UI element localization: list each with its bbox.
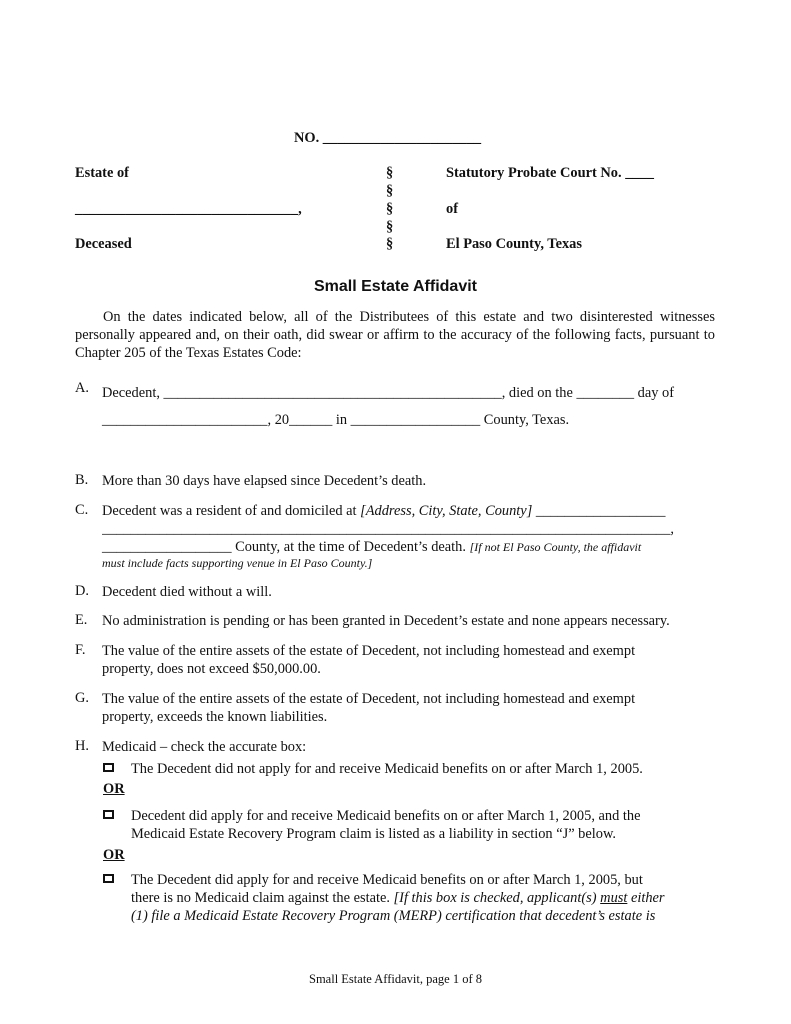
month-blank: _______________________ — [102, 412, 268, 428]
case-number-blank: ______________________ — [322, 130, 482, 146]
section-mark: § — [386, 236, 394, 252]
or-separator: OR — [103, 781, 125, 797]
item-f-text: property, does not exceed $50,000.00. — [102, 661, 321, 677]
medicaid-option-3 — [131, 871, 716, 925]
medicaid-option-2-text: Decedent did apply for and receive Medicaid benefits on or after March 1, 2005, and the — [131, 808, 641, 824]
item-c-text: Decedent was a resident of and domiciled at — [102, 503, 361, 519]
merp-instruction: [If this box is checked, applicant(s) — [393, 890, 601, 906]
merp-instruction: either — [627, 890, 665, 906]
case-number — [294, 130, 481, 147]
item-g-text: The value of the entire assets of the estate of Decedent, not including homestead and exempt — [102, 691, 636, 707]
item-letter: E. — [75, 612, 88, 628]
of-label: of — [446, 201, 458, 217]
section-mark: § — [386, 165, 394, 181]
item-letter: B. — [75, 472, 89, 488]
domicile-county-blank: __________________ — [102, 539, 232, 555]
item-a-text: Decedent, — [102, 385, 164, 401]
page-footer: Small Estate Affidavit, page 1 of 8 — [309, 972, 482, 986]
item-g-text: property, exceeds the known liabilities. — [102, 709, 328, 725]
address-blank: __________________ — [532, 503, 666, 519]
medicaid-option-1: The Decedent did not apply for and receive Medicaid benefits on or after March 1, 2005. — [131, 761, 643, 777]
deceased-label: Deceased — [75, 236, 132, 252]
item-a — [102, 380, 716, 434]
venue-note: [If not El Paso County, the affidavit — [469, 540, 642, 554]
court-label: Statutory Probate Court No. ____ — [446, 165, 654, 181]
section-mark: § — [386, 219, 394, 235]
item-b-text: More than 30 days have elapsed since Decedent’s death. — [102, 473, 427, 489]
decedent-blank: _______________________________________________ — [163, 385, 502, 401]
item-c — [102, 502, 716, 570]
address-blank-2: _______________________________________________________________________________, — [102, 521, 675, 537]
medicaid-checkbox-3[interactable] — [103, 874, 114, 883]
year-blank: ______ — [289, 412, 333, 428]
item-letter: G. — [75, 690, 89, 706]
item-letter: D. — [75, 583, 89, 599]
day-blank: ________ — [576, 385, 635, 401]
item-f-text: The value of the entire assets of the estate of Decedent, not including homestead and exempt — [102, 643, 636, 659]
item-g — [102, 690, 716, 726]
decedent-name-comma: , — [298, 201, 302, 217]
item-letter: C. — [75, 502, 89, 518]
item-c-text: County, at the time of Decedent’s death. — [231, 539, 470, 555]
decedent-name-blank — [75, 201, 302, 218]
venue-note-2: must include facts supporting venue in El Paso County.] — [102, 556, 373, 570]
decedent-name-line: _______________________________ — [75, 201, 299, 217]
merp-instruction-must: must — [600, 890, 628, 906]
intro-paragraph: On the dates indicated below, all of the Distributees of this estate and two disinterested witnesses personally appeared and, on their oath, did swear or affirm to the accuracy of the following facts, pursuant to Chapter 205 of the Texas Estates Code: — [75, 309, 715, 361]
medicaid-option-2 — [131, 807, 716, 843]
county-blank: __________________ — [350, 412, 481, 428]
item-e-text: No administration is pending or has been granted in Decedent’s estate and none appears necessary. — [102, 613, 670, 629]
item-a-text: County, Texas. — [480, 412, 570, 428]
county-label: El Paso County, Texas — [446, 236, 582, 252]
medicaid-option-2-text: Medicaid Estate Recovery Program claim is listed as a liability in section “J” below. — [131, 826, 617, 842]
item-d-text: Decedent died without a will. — [102, 584, 272, 600]
item-a-text: in — [332, 412, 351, 428]
item-a-text: , died on the — [501, 385, 577, 401]
medicaid-checkbox-2[interactable] — [103, 810, 114, 819]
item-a-text: day of — [634, 385, 674, 401]
item-f — [102, 642, 716, 678]
document-title: Small Estate Affidavit — [313, 278, 477, 295]
case-number-label: NO. — [294, 130, 320, 146]
address-hint: [Address, City, State, County] — [360, 503, 533, 519]
merp-instruction: (1) file a Medicaid Estate Recovery Program (MERP) certification that decedent’s estate is — [131, 908, 656, 924]
item-letter: A. — [75, 380, 89, 396]
section-mark: § — [386, 201, 394, 217]
medicaid-option-3-text: The Decedent did apply for and receive Medicaid benefits on or after March 1, 2005, but — [131, 872, 643, 888]
item-h-text: Medicaid – check the accurate box: — [102, 739, 307, 755]
estate-of-label: Estate of — [75, 165, 129, 181]
or-separator: OR — [103, 847, 125, 863]
item-letter: H. — [75, 738, 89, 754]
medicaid-checkbox-1[interactable] — [103, 763, 114, 772]
item-a-text: , 20 — [267, 412, 290, 428]
medicaid-option-3-text: there is no Medicaid claim against the estate. — [131, 890, 394, 906]
section-mark: § — [386, 183, 394, 199]
item-letter: F. — [75, 642, 86, 658]
